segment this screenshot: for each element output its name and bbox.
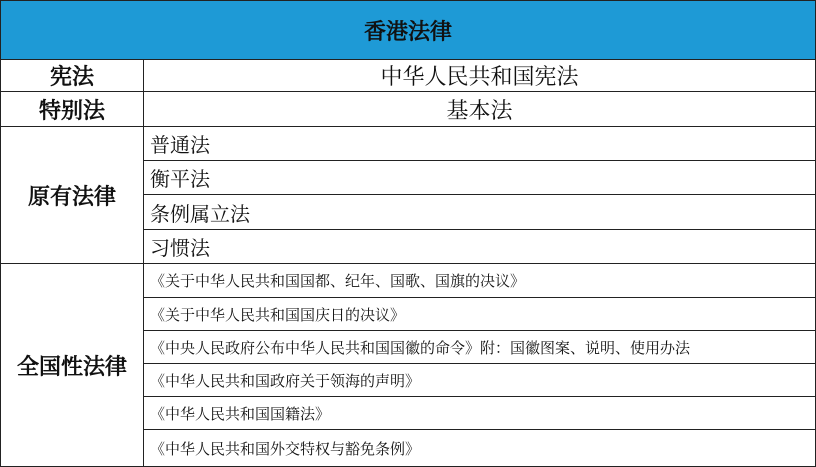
existing-law-item: 习惯法 xyxy=(143,229,816,264)
existing-law-item: 衡平法 xyxy=(143,160,816,195)
table-title: 香港法律 xyxy=(0,0,816,60)
national-law-item: 《中央人民政府公布中华人民共和国国徽的命令》附：国徽图案、说明、使用办法 xyxy=(143,330,816,364)
national-law-item: 《中华人民共和国国籍法》 xyxy=(143,396,816,430)
national-law-item: 《关于中华人民共和国国都、纪年、国歌、国旗的决议》 xyxy=(143,263,816,298)
existing-law-item: 普通法 xyxy=(143,126,816,161)
national-law-item: 《中华人民共和国外交特权与豁免条例》 xyxy=(143,429,816,467)
existing-law-item: 条例属立法 xyxy=(143,194,816,230)
special-law-value: 基本法 xyxy=(143,91,816,127)
national-law-label: 全国性法律 xyxy=(0,263,144,467)
special-law-label: 特别法 xyxy=(0,91,144,127)
constitution-label: 宪法 xyxy=(0,59,144,92)
national-law-item: 《中华人民共和国政府关于领海的声明》 xyxy=(143,363,816,397)
existing-law-label: 原有法律 xyxy=(0,126,144,264)
constitution-value: 中华人民共和国宪法 xyxy=(143,59,816,92)
national-law-item: 《关于中华人民共和国国庆日的决议》 xyxy=(143,297,816,331)
